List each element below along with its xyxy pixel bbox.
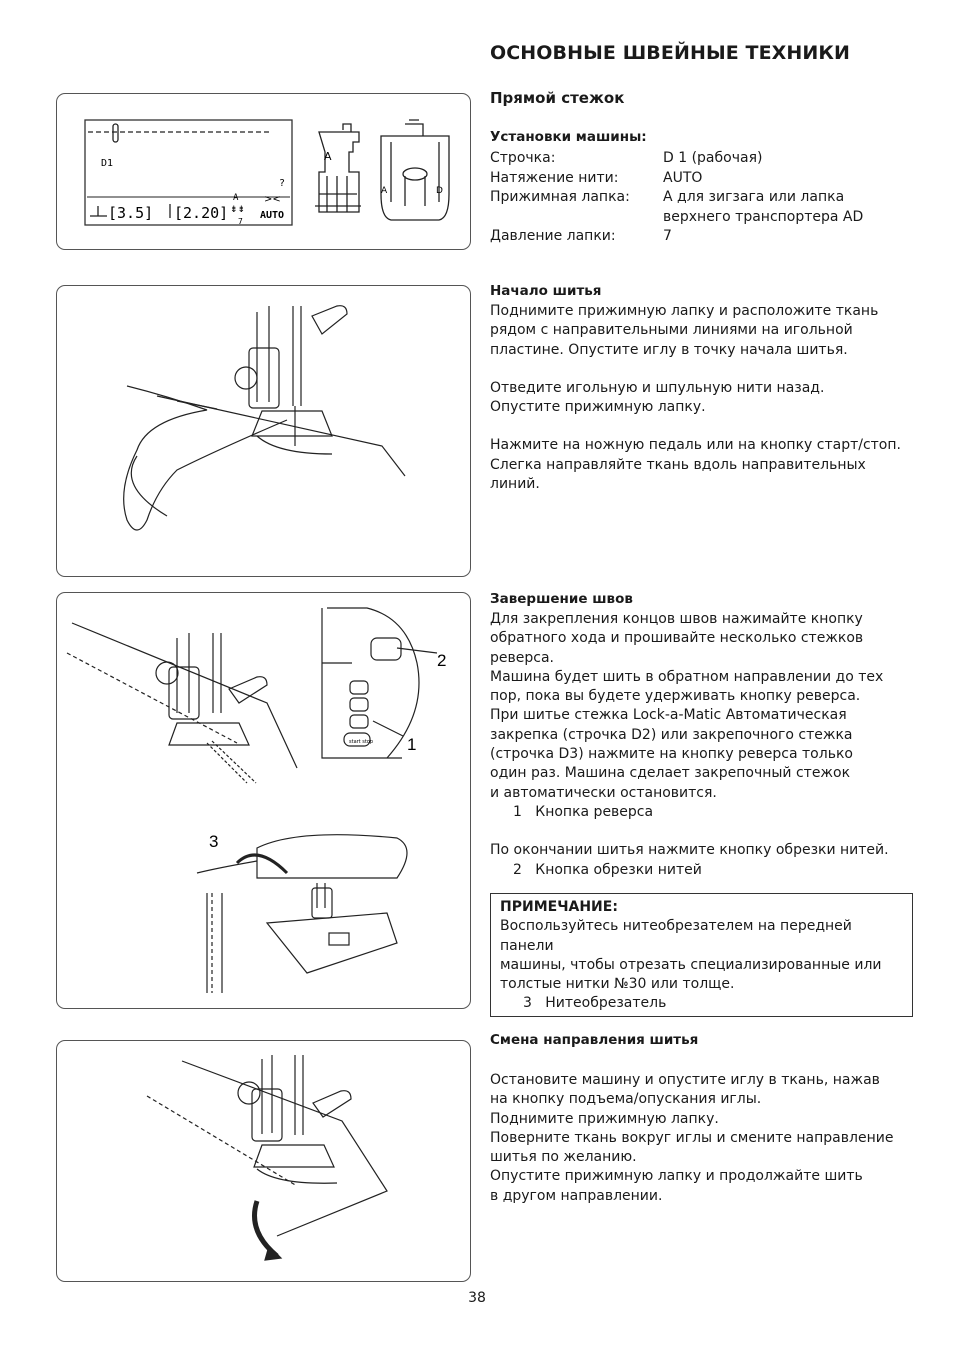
list-item: 3 Нитеобрезатель bbox=[523, 995, 667, 1012]
lcd-pattern: D1 bbox=[101, 158, 114, 169]
pressure-icon: ⇟⇟ bbox=[230, 205, 246, 215]
settings-row: верхнего транспортера AD bbox=[663, 208, 864, 225]
settings-table bbox=[490, 149, 863, 247]
lcd-foot: A bbox=[233, 193, 239, 203]
page-title: ОСНОВНЫЕ ШВЕЙНЫЕ ТЕХНИКИ bbox=[490, 42, 851, 64]
callout-1: 1 bbox=[407, 735, 417, 754]
note-box: ПРИМЕЧАНИЕ: Воспользуйтесь нитеобрезателем на передней панели машины, чтобы отрезать специализированные или толстые нитки №30 или толще. 3 Нитеобрезатель bbox=[490, 893, 913, 1017]
finish-seam-figure bbox=[56, 592, 471, 1009]
change-direction-illustration bbox=[57, 1041, 470, 1281]
settings-row: Давление лапки: 7 bbox=[490, 228, 672, 244]
settings-heading: Установки машины: bbox=[490, 129, 647, 145]
foot-ad-right-label: D bbox=[436, 186, 443, 196]
start-stop-label: start stop bbox=[349, 739, 374, 745]
foot-ad-icon bbox=[381, 120, 449, 220]
lcd-width: [2.20] bbox=[174, 204, 229, 222]
foot-a-icon bbox=[315, 124, 361, 212]
note-title: ПРИМЕЧАНИЕ: bbox=[500, 899, 618, 915]
start-sewing-heading: Начало шитья bbox=[490, 283, 602, 299]
callout-3: 3 bbox=[209, 832, 219, 851]
lcd-length: [3.5] bbox=[108, 204, 154, 222]
change-direction-figure bbox=[56, 1040, 471, 1282]
list-item: 2 Кнопка обрезки нитей bbox=[513, 861, 702, 878]
settings-row: Прижимная лапка: A для зигзага или лапка bbox=[490, 189, 845, 205]
change-direction-text: Остановите машину и опустите иглу в ткань, нажав на кнопку подъема/опускания иглы. Поднимите прижимную лапку. Поверните ткань вокруг иглы и смените направление шитья по желанию. Опустите прижимную лапку и продолжайте шить в другом направлении. bbox=[490, 1072, 894, 1204]
lcd-tension: AUTO bbox=[260, 210, 285, 221]
callout-2: 2 bbox=[437, 651, 447, 670]
tension-icon: >< bbox=[264, 194, 281, 205]
lcd-and-feet-illustration bbox=[57, 94, 470, 249]
lcd-help: ? bbox=[279, 178, 286, 189]
settings-row: Строчка: D 1 (рабочая) bbox=[490, 150, 763, 166]
start-sewing-illustration bbox=[57, 286, 470, 576]
start-sewing-figure bbox=[56, 285, 471, 577]
start-sewing-text: Поднимите прижимную лапку и расположите ткань рядом с направительными линиями на игольной пластине. Опустите иглу в точку начала шитья. Отведите игольную и шпульную нити назад. Опустите прижимную лапку. Нажмите на ножную педаль или на кнопку старт/стоп. Слегка направляйте ткань вдоль направительных линий. bbox=[490, 303, 901, 493]
foot-a-label: A bbox=[324, 150, 332, 163]
straight-stitch-heading: Прямой стежок bbox=[490, 89, 625, 107]
list-item: 1 Кнопка реверса bbox=[513, 803, 654, 820]
finish-seam-text: Для закрепления концов швов нажимайте кнопку обратного хода и прошивайте несколько стежков реверса. Машина будет шить в обратном направлении до тех пор, пока вы будете удерживать кнопку реверса. При шитье стежка Lock-a-Matic Автоматическая закрепка (строчка D2) или закрепочного стежка (строчка D3) нажмите на кнопку реверса только один раз. Машина сделает закрепочный стежок и автоматически остановится. 1 Кнопка реверса По окончании шитья нажмите кнопку обрезки нитей. 2 Кнопка обрезки нитей bbox=[490, 610, 915, 880]
finish-seam-illustration bbox=[57, 593, 470, 1008]
page-number: 38 bbox=[468, 1290, 486, 1306]
settings-row: Натяжение нити: AUTO bbox=[490, 169, 703, 186]
settings-figure bbox=[56, 93, 471, 250]
finish-seam-heading: Завершение швов bbox=[490, 591, 633, 607]
lcd-pressure: 7 bbox=[238, 217, 243, 226]
change-direction-heading: Смена направления шитья bbox=[490, 1032, 699, 1048]
foot-ad-left-label: A bbox=[381, 186, 388, 196]
